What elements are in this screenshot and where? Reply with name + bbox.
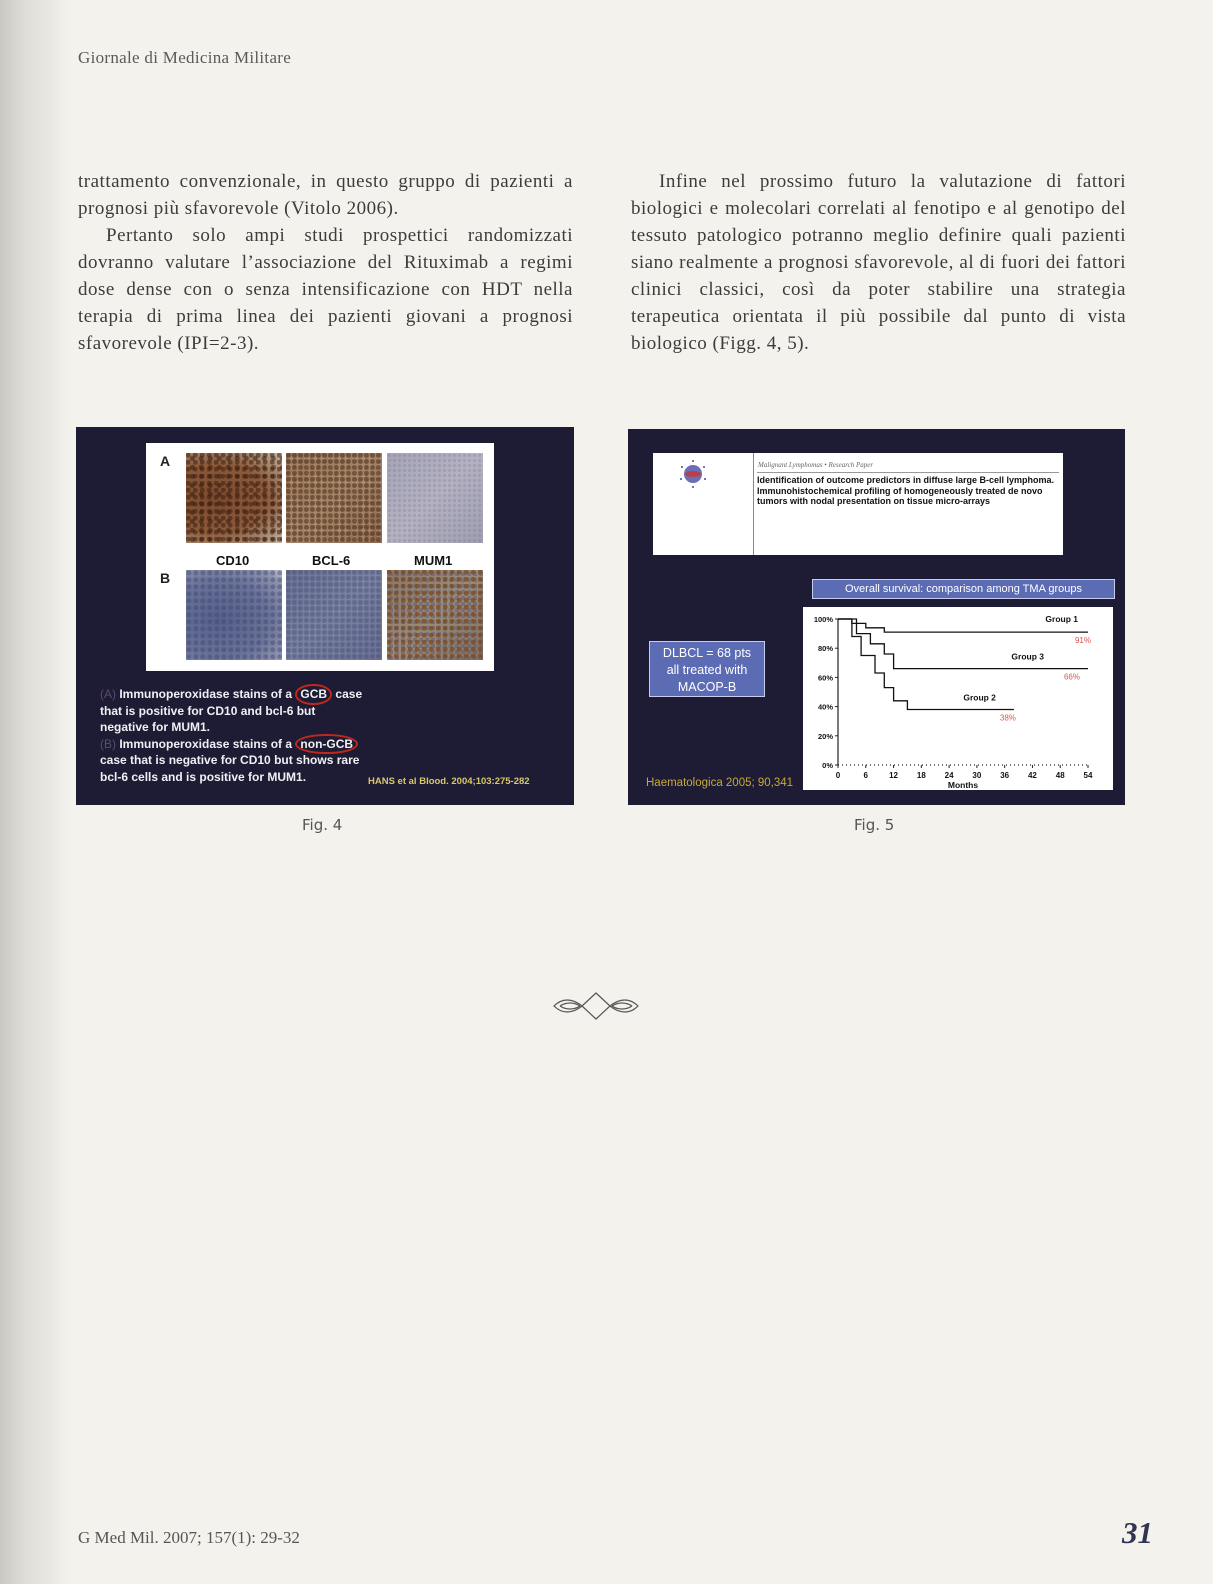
paper-header-card — [653, 453, 1063, 555]
x-tick-label: 48 — [1055, 771, 1065, 780]
marker-label-mum1: MUM1 — [414, 553, 453, 568]
caption-tag-b: (B) — [100, 736, 116, 751]
journal-logo-icon — [678, 459, 708, 489]
x-tick-label: 24 — [944, 771, 954, 780]
y-tick-label: 0% — [822, 761, 833, 770]
page-number: 31 — [1122, 1515, 1153, 1550]
stain-a-bcl6-image — [286, 453, 382, 543]
caption-tag-a: (A) — [100, 687, 116, 701]
x-tick-label: 54 — [1083, 771, 1093, 780]
caption-line — [100, 686, 570, 703]
row-label-a: A — [160, 453, 171, 469]
caption-line — [100, 736, 570, 753]
caption-line: negative for MUM1. — [100, 720, 211, 734]
figure-5-slide — [628, 429, 1125, 805]
stain-image-panel — [146, 443, 494, 671]
stain-b-bcl6-image — [286, 570, 382, 660]
series-end-value-label: 91% — [1074, 636, 1091, 646]
x-axis-label: Months — [947, 780, 979, 790]
cohort-line: DLBCL = 68 pts — [662, 646, 752, 660]
cohort-info-box — [649, 641, 765, 697]
journal-section-line: Malignant Lymphomas • Research Paper — [758, 461, 874, 469]
chart-title-banner: Overall survival: comparison among TMA groups — [812, 579, 1115, 599]
y-tick-label: 60% — [817, 673, 833, 683]
journal-rule — [757, 472, 1059, 473]
cohort-line: all treated with — [666, 663, 748, 677]
marker-label-bcl6: BCL-6 — [312, 553, 351, 568]
caption-line: case that is negative for CD10 but shows rare — [100, 753, 360, 767]
caption-text: case — [335, 687, 363, 701]
series-label: Group 1 — [1045, 614, 1078, 625]
x-tick-label: 6 — [863, 771, 869, 780]
caption-line: bcl-6 cells and is positive for MUM1. — [100, 769, 307, 784]
survival-chart — [803, 607, 1113, 790]
paper-title: Identification of outcome predictors in diffuse large B-cell lymphoma. Immunohistochemical profiling of homogeneously treated de novo tumors with nodal presentation on tissue micro-arrays — [757, 475, 1055, 506]
caption-text: Immunoperoxidase stains of a — [119, 736, 293, 751]
figure-5-reference: Haematologica 2005; 90,341 — [646, 777, 794, 789]
footer-citation: G Med Mil. 2007; 157(1): 29-32 — [78, 1528, 300, 1547]
stain-b-mum1-image — [387, 570, 483, 660]
survival-chart-panel — [803, 607, 1113, 790]
ornament-divider-icon — [548, 990, 644, 1022]
x-tick-label: 12 — [889, 771, 899, 780]
series-label: Group 2 — [963, 692, 996, 703]
caption-line: that is positive for CD10 and bcl-6 but — [100, 703, 316, 718]
y-tick-label: 80% — [817, 644, 833, 654]
marker-label-cd10: CD10 — [216, 553, 250, 568]
left-column — [78, 168, 573, 357]
paragraph: Pertanto solo ampi studi prospettici randomizzati dovranno valutare l’associazione del Rituximab a regimi dose dense con o senza intensificazione con HDT nella terapia di prima linea dei pazienti giovani a prognosi sfavorevole (IPI=2-3). — [78, 225, 573, 354]
card-divider — [753, 453, 754, 555]
stain-a-mum1-image — [387, 453, 483, 543]
circled-gcb-annotation: GCB — [295, 684, 332, 705]
caption-text: Immunoperoxidase stains of a — [119, 687, 293, 701]
right-column — [631, 168, 1126, 357]
x-tick-label: 36 — [1000, 771, 1010, 780]
figure-4-caption: Fig. 4 — [302, 816, 343, 834]
paragraph: trattamento convenzionale, in questo gruppo di pazienti a prognosi più sfavorevole (Vitolo 2006). — [78, 171, 573, 219]
figure-5-caption: Fig. 5 — [854, 816, 895, 834]
series-end-value-label: 38% — [999, 713, 1016, 723]
series-label: Group 3 — [1011, 651, 1044, 662]
y-tick-label: 40% — [817, 702, 833, 712]
y-tick-label: 100% — [813, 615, 833, 624]
cohort-line: MACOP-B — [677, 680, 737, 694]
figure-4-slide — [76, 427, 574, 805]
x-tick-label: 30 — [972, 771, 982, 780]
x-tick-label: 0 — [835, 771, 841, 780]
stain-a-cd10-image — [186, 453, 282, 543]
circled-non-gcb-annotation: non-GCB — [295, 734, 358, 755]
row-label-b: B — [160, 570, 171, 586]
paragraph: Infine nel prossimo futuro la valutazione di fattori biologici e molecolari correlati al fenotipo e al genotipo del tessuto patologico potranno meglio definire quali pazienti siano realmente a prognosi sfavorevole, al di fuori dei fattori clinici classici, così da poter stabilire una strategia terapeutica orientata il più possibile dal punto di vista biologico (Figg. 4, 5). — [631, 171, 1126, 354]
running-head: Giornale di Medicina Militare — [78, 48, 292, 67]
y-tick-label: 20% — [817, 731, 833, 741]
stain-b-cd10-image — [186, 570, 282, 660]
series-end-value-label: 66% — [1063, 672, 1080, 682]
figure-4-reference: HANS et al Blood. 2004;103:275-282 — [368, 776, 530, 787]
x-tick-label: 42 — [1027, 771, 1037, 780]
figure-4-slide-text — [100, 686, 570, 785]
x-tick-label: 18 — [916, 771, 926, 780]
page-gutter-shadow — [0, 0, 70, 1584]
